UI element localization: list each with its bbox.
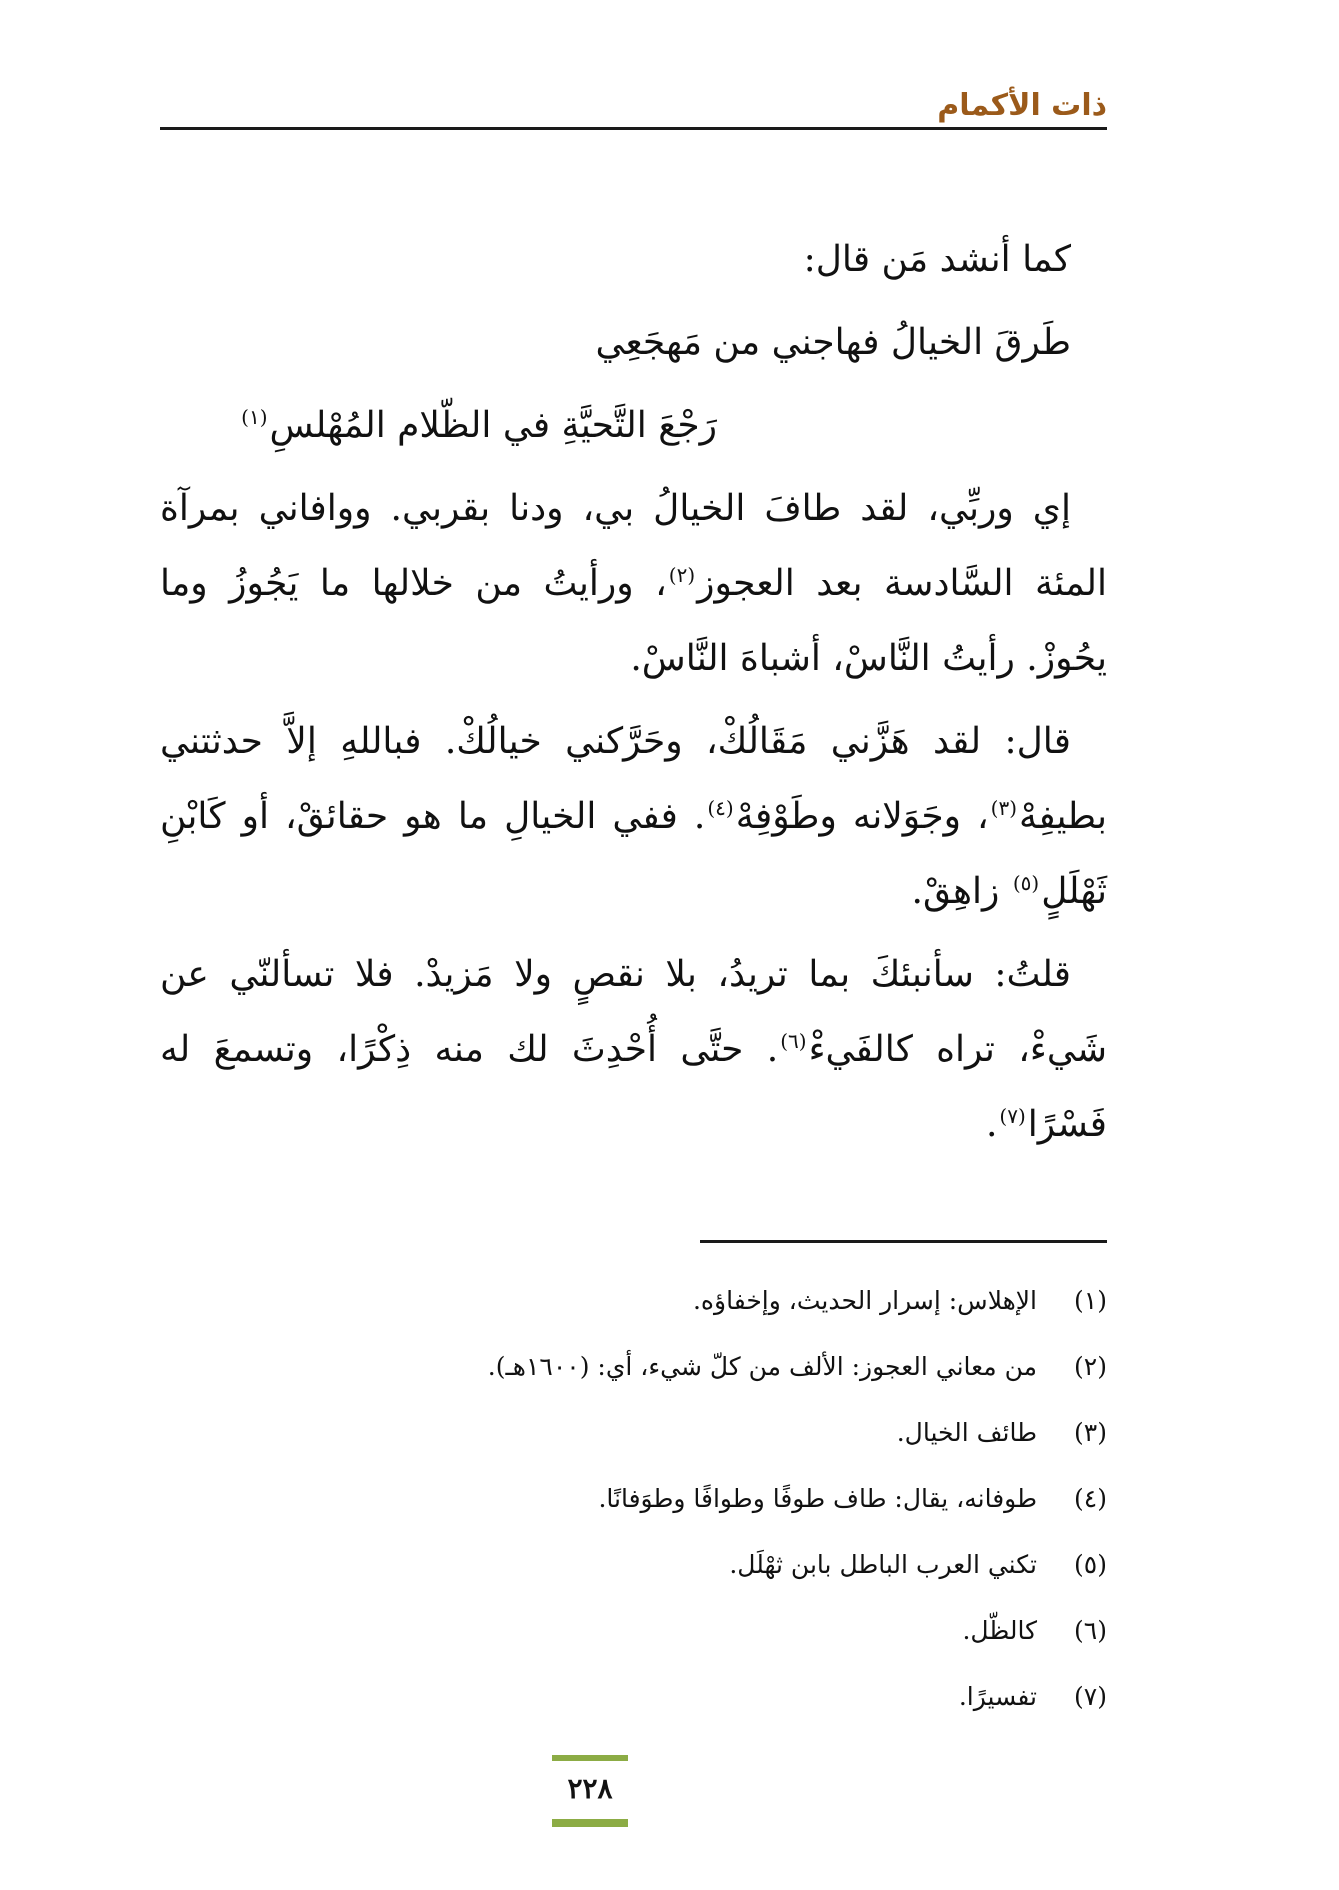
footnote-text: الإهلاس: إسرار الحديث، وإخفاؤه. (692, 1286, 1037, 1315)
paragraph-1 (160, 471, 1107, 696)
footnote-item (160, 1400, 1107, 1466)
paragraph-2-part-d: زاهِقْ. (911, 871, 1011, 912)
footnote-ref-3[interactable]: (٣) (990, 796, 1018, 820)
verse-line-1: طَرقَ الخيالُ فهاجني من مَهجَعِي (595, 322, 1071, 363)
paragraph-3-part-a: قلتُ: سأنبئكَ بما تريدُ، بلا نقصٍ ولا مَزيدْ. فلا تسألنّي عن شَيءْ، تراه كالفَيءْ (160, 954, 1107, 1070)
footnote-ref-4[interactable]: (٤) (707, 796, 734, 820)
footnote-item (160, 1532, 1107, 1598)
page-number-block (552, 1755, 628, 1825)
intro-line: كما أنشد مَن قال: (803, 239, 1071, 280)
footnote-text: من معاني العجوز: الألف من كلّ شيء، أي: (١٦٠٠هـ). (487, 1352, 1037, 1381)
footnote-number: (٤) (1074, 1484, 1107, 1513)
footnote-separator (700, 1240, 1107, 1243)
page-number: ٢٢٨ (567, 1772, 613, 1805)
paragraph-3-part-b: . حتَّى أُحْدِثَ لك منه ذِكْرًا، وتسمعَ له فَسْرًا (160, 1029, 1107, 1145)
paragraph-2-part-a: قال: لقد هَزَّني مَقَالُكْ، وحَرَّكني خيالُكْ. فباللهِ إلاَّ حدثتني بطيفِهْ (160, 721, 1107, 837)
paragraph-3-part-c: . (985, 1104, 998, 1145)
footnote-item (160, 1664, 1107, 1730)
footnote-text: تفسيرًا. (958, 1682, 1037, 1711)
paragraph-2 (160, 704, 1107, 929)
footnote-text: طوفانه، يقال: طاف طوفًا وطوافًا وطوَفانًا. (598, 1484, 1037, 1513)
footnote-item (160, 1598, 1107, 1664)
footnote-number: (١) (1074, 1286, 1107, 1315)
footnote-item (160, 1334, 1107, 1400)
footnote-text: تكني العرب الباطل بابن ثهْلَل. (729, 1550, 1037, 1579)
verse-line-2-text: رَجْعَ التَّحيَّةِ في الظّلام المُهْلسِ (269, 405, 717, 446)
footnotes-list (160, 1268, 1107, 1730)
footnote-ref-6[interactable]: (٦) (780, 1029, 807, 1053)
footnote-number: (٥) (1074, 1550, 1107, 1579)
footnote-ref-2[interactable]: (٢) (668, 563, 696, 587)
paragraph-2-part-b: ، وجَوَلانه وطَوْفِهْ (735, 796, 989, 837)
footnote-number: (٢) (1074, 1352, 1107, 1381)
main-text (160, 222, 1107, 1170)
footnote-text: كالظّل. (962, 1616, 1037, 1645)
header-rule (160, 127, 1107, 130)
footnote-item (160, 1268, 1107, 1334)
verse-line-2 (160, 388, 1107, 463)
paragraph-1-part-b: ، ورأيتُ من خلالها ما يَجُوزُ وما يحُوزْ. رأيتُ النَّاسْ، أشباهَ النَّاسْ. (160, 563, 1107, 679)
footnote-text: طائف الخيال. (896, 1418, 1037, 1447)
running-header-title: ذات الأكمام (937, 88, 1107, 123)
footnote-ref-5[interactable]: (٥) (1012, 871, 1040, 895)
paragraph-3 (160, 937, 1107, 1162)
footnote-item (160, 1466, 1107, 1532)
page-number-bar-bottom (552, 1819, 628, 1827)
paragraph-1-part-a: إي وربِّي، لقد طافَ الخيالُ بي، ودنا بقربي. ووافاني بمرآة المئة السَّادسة بعد العجوز (160, 488, 1107, 604)
footnote-number: (٧) (1074, 1682, 1107, 1711)
footnote-ref-7[interactable]: (٧) (999, 1104, 1026, 1128)
footnote-ref-1[interactable]: (١) (241, 405, 268, 429)
page-number-bar-top (552, 1755, 628, 1761)
footnote-number: (٦) (1074, 1616, 1107, 1645)
paragraph-2-part-c: . ففي الخيالِ ما هو حقائقْ، أو كَابْنِ ثَهْلَلٍ (160, 796, 1107, 912)
footnote-number: (٣) (1074, 1418, 1107, 1447)
